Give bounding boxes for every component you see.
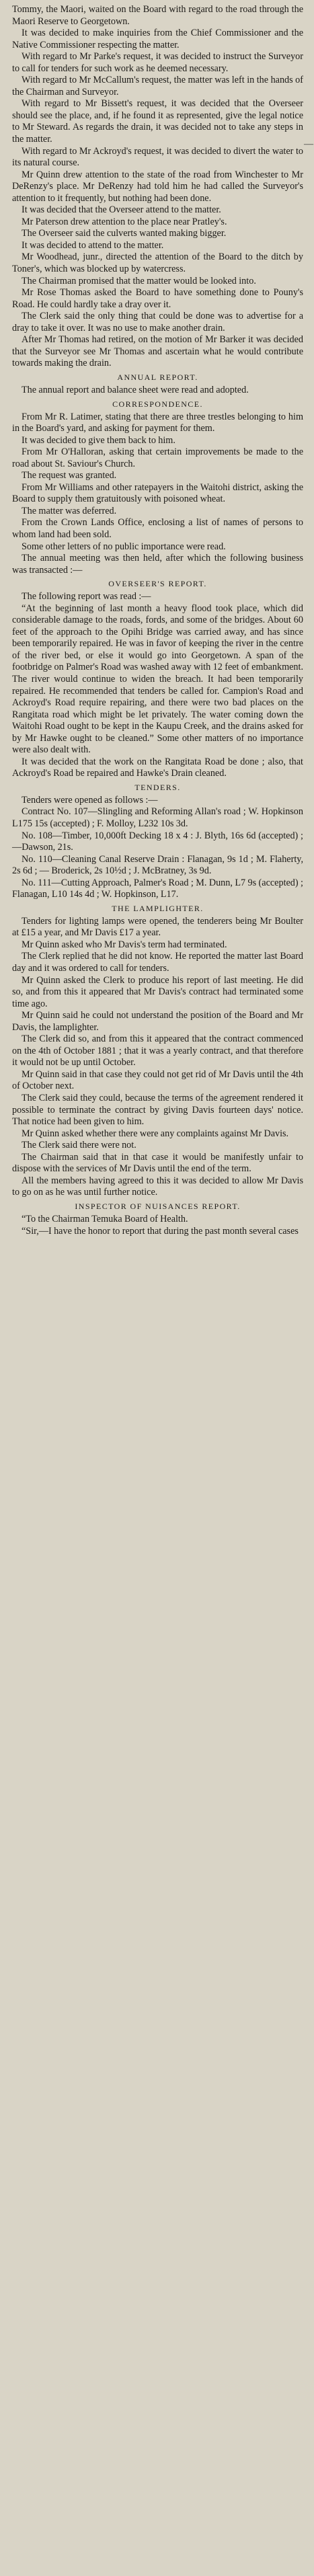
correspondence-heading: CORRESPONDENCE.: [112, 399, 203, 409]
paragraph: From the Crown Lands Office, enclosing a list of names of persons to whom land had been sold.: [12, 517, 303, 540]
paragraph: From Mr R. Latimer, stating that there are three trestles belonging to him in the Board's yard, and asking for payment for them.: [12, 411, 303, 434]
paragraph: The following report was read :—: [22, 591, 151, 602]
paragraph: Mr Quinn asked whether there were any complaints against Mr Davis.: [22, 1128, 289, 1139]
nuisances-report-heading: INSPECTOR OF NUISANCES REPORT.: [75, 1201, 241, 1211]
paragraph: Mr Quinn said he could not understand the position of the Board and Mr Davis, the lamplighter.: [12, 1010, 303, 1033]
paragraph: With regard to Mr Bissett's request, it was decided that the Overseer should see the place, and, if he found it as represented, give the legal notice to Mr Steward. As regards the drain, it was decided not to take any steps in the matter.: [12, 98, 303, 145]
paragraph: The Overseer said the culverts wanted making bigger.: [22, 228, 227, 239]
paragraph: The Clerk replied that he did not know. He reported the matter last Board day and it was ordered to call for tenders.: [12, 951, 303, 974]
paragraph: The annual meeting was then held, after which the following business was transacted :—: [12, 553, 303, 576]
paragraph: All the members having agreed to this it was decided to allow Mr Davis to go on as he was until further notice.: [12, 1175, 303, 1198]
annual-report-heading: ANNUAL REPORT.: [117, 372, 198, 382]
paragraph: It was decided that the work on the Rangitata Road be done ; also, that Ackroyd's Road be repaired and Hawke's Drain cleaned.: [12, 756, 303, 779]
annual-report-section: [12, 385, 303, 397]
paragraph: The Chairman promised that the matter would be looked into.: [22, 275, 256, 286]
nuisances-report-section: [12, 1214, 303, 1237]
intro-section: [12, 4, 303, 370]
paragraph: It was decided to make inquiries from the Chief Commissioner and the Native Commissioner respecting the matter.: [12, 28, 303, 50]
paragraph: No. 108—Timber, 10,000ft Decking 18 x 4 : J. Blyth, 16s 6d (accepted) ; —Dawson, 21s.: [12, 830, 303, 853]
paragraph: The annual report and balance sheet were read and adopted.: [22, 384, 249, 395]
paragraph: It was decided to attend to the matter.: [22, 239, 164, 251]
paragraph: It was decided to give them back to him.: [22, 434, 175, 446]
tenders-section: [12, 795, 303, 901]
paragraph: “To the Chairman Temuka Board of Health.: [22, 1213, 188, 1224]
overseers-report-section: [12, 591, 303, 780]
paragraph: Mr Quinn drew attention to the state of the road from Winchester to Mr DeRenzy's place. Mr DeRenzy had told him he had called the Surveyor's attention to it frequently, but nothing had been done.: [12, 169, 303, 204]
paragraph: Some other letters of no public importance were read.: [22, 541, 226, 552]
paragraph: Mr Rose Thomas asked the Board to have something done to Pouny's Road. He could hardly take a dray over it.: [12, 287, 303, 310]
paragraph: The Clerk said there were not.: [22, 1140, 136, 1151]
paragraph: After Mr Thomas had retired, on the motion of Mr Barker it was decided that the Surveyor see Mr Thomas and ascertain what he would contribute towards making the drain.: [12, 334, 303, 369]
paragraph: From Mr Williams and other ratepayers in the Waitohi district, asking the Board to supply them gratuitously with poisoned wheat.: [12, 481, 303, 505]
tenders-heading: TENDERS.: [134, 782, 181, 792]
paragraph: Mr Quinn asked who Mr Davis's term had terminated.: [22, 939, 227, 950]
paragraph: The Clerk did so, and from this it appeared that the contract commenced on the 4th of October 1881 ; that it was a yearly contract, and that therefore it would not be up until October.: [12, 1033, 303, 1068]
paragraph: It was decided that the Overseer attend to the matter.: [22, 204, 221, 216]
paragraph: The matter was deferred.: [22, 505, 117, 516]
paragraph: No. 110—Cleaning Canal Reserve Drain : Flanagan, 9s 1d ; M. Flaherty, 2s 6d ; — Broderick, 2s 10½d ; J. McBratney, 3s 9d.: [12, 853, 303, 877]
paragraph: Tommy, the Maori, waited on the Board with regard to the road through the Maori Reserve to Georgetown.: [12, 4, 303, 27]
paragraph: From Mr O'Halloran, asking that certain improvements be made to the road about St. Saviour's Church.: [12, 446, 303, 469]
paragraph: Mr Quinn asked the Clerk to produce his report of last meeting. He did so, and from this it appeared that Mr Davis's contract had terminated some time ago.: [12, 974, 303, 1009]
paragraph: With regard to Mr McCallum's request, the matter was left in the hands of the Chairman and Surveyor.: [12, 75, 303, 97]
paragraph: “Sir,—I have the honor to report that during the past month several cases: [22, 1225, 299, 1237]
paragraph: With regard to Mr Parke's request, it was decided to instruct the Surveyor to call for tenders for such work as he deemed necessary.: [12, 51, 303, 74]
paragraph: Mr Quinn said in that case they could not get rid of Mr Davis until the 4th of October next.: [12, 1068, 303, 1092]
paragraph: Tenders were opened as follows :—: [22, 794, 158, 806]
paragraph: The Clerk said the only thing that could be done was to advertise for a dray to take it over. It was no use to make another drain.: [12, 311, 303, 334]
article-column: [12, 4, 303, 1237]
paragraph: “At the beginning of last month a heavy flood took place, which did considerable damage to the roads, fords, and some of the bridges. About 60 feet of the approach to the Opihi Bridge was carried away, and has since been temporarily repaired. He was in favor of keeping the river in the centre of the river bed, or else it would go into Georgetown. A span of the footbridge on Palmer's Road was washed away with 12 feet of embankment. The river would continue to widen the breach. It had been temporarily repaired. He recommended that tenders be called for. Campion's Road and Ackroyd's Road require repairing, and there were two bad places on the Rangitata road which might be let privately. The water coming down the Waitohi Road ought to be kept in the Kaupu Creek, and the drains asked for by Mr Hawke ought to be cleaned.” Some other matters of no importance were also dealt with.: [12, 602, 303, 756]
lamplighter-heading: THE LAMPLIGHTER.: [112, 903, 204, 913]
overseers-report-heading: OVERSEER'S REPORT.: [108, 579, 207, 589]
paragraph: The Clerk said they could, because the terms of the agreement rendered it possible to terminate the contract by giving Davis fourteen days' notice. That notice had been given to him.: [12, 1093, 303, 1128]
paragraph: No. 111—Cutting Approach, Palmer's Road ; M. Dunn, L7 9s (accepted) ; Flanagan, L10 14s 4d ; W. Hopkinson, L17.: [12, 877, 303, 900]
margin-mark: —: [304, 139, 313, 149]
paragraph: Mr Woodhead, junr., directed the attention of the Board to the ditch by Toner's, which was blocked up by watercress.: [12, 251, 303, 275]
paragraph: Contract No. 107—Slingling and Reforming Allan's road ; W. Hopkinson L175 15s (accepted) ; F. Molloy, L232 10s 3d.: [12, 806, 303, 829]
paragraph: The Chairman said that in that case it would be manifestly unfair to dispose with the services of Mr Davis until the end of the term.: [12, 1151, 303, 1175]
correspondence-section: [12, 412, 303, 577]
paragraph: Tenders for lighting lamps were opened, the tenderers being Mr Boulter at £15 a year, and Mr Davis £17 a year.: [12, 915, 303, 939]
paragraph: With regard to Mr Ackroyd's request, it was decided to divert the water to its natural course.: [12, 145, 303, 169]
lamplighter-section: [12, 916, 303, 1199]
paragraph: Mr Paterson drew attention to the place near Pratley's.: [22, 216, 227, 227]
paragraph: The request was granted.: [22, 470, 117, 481]
